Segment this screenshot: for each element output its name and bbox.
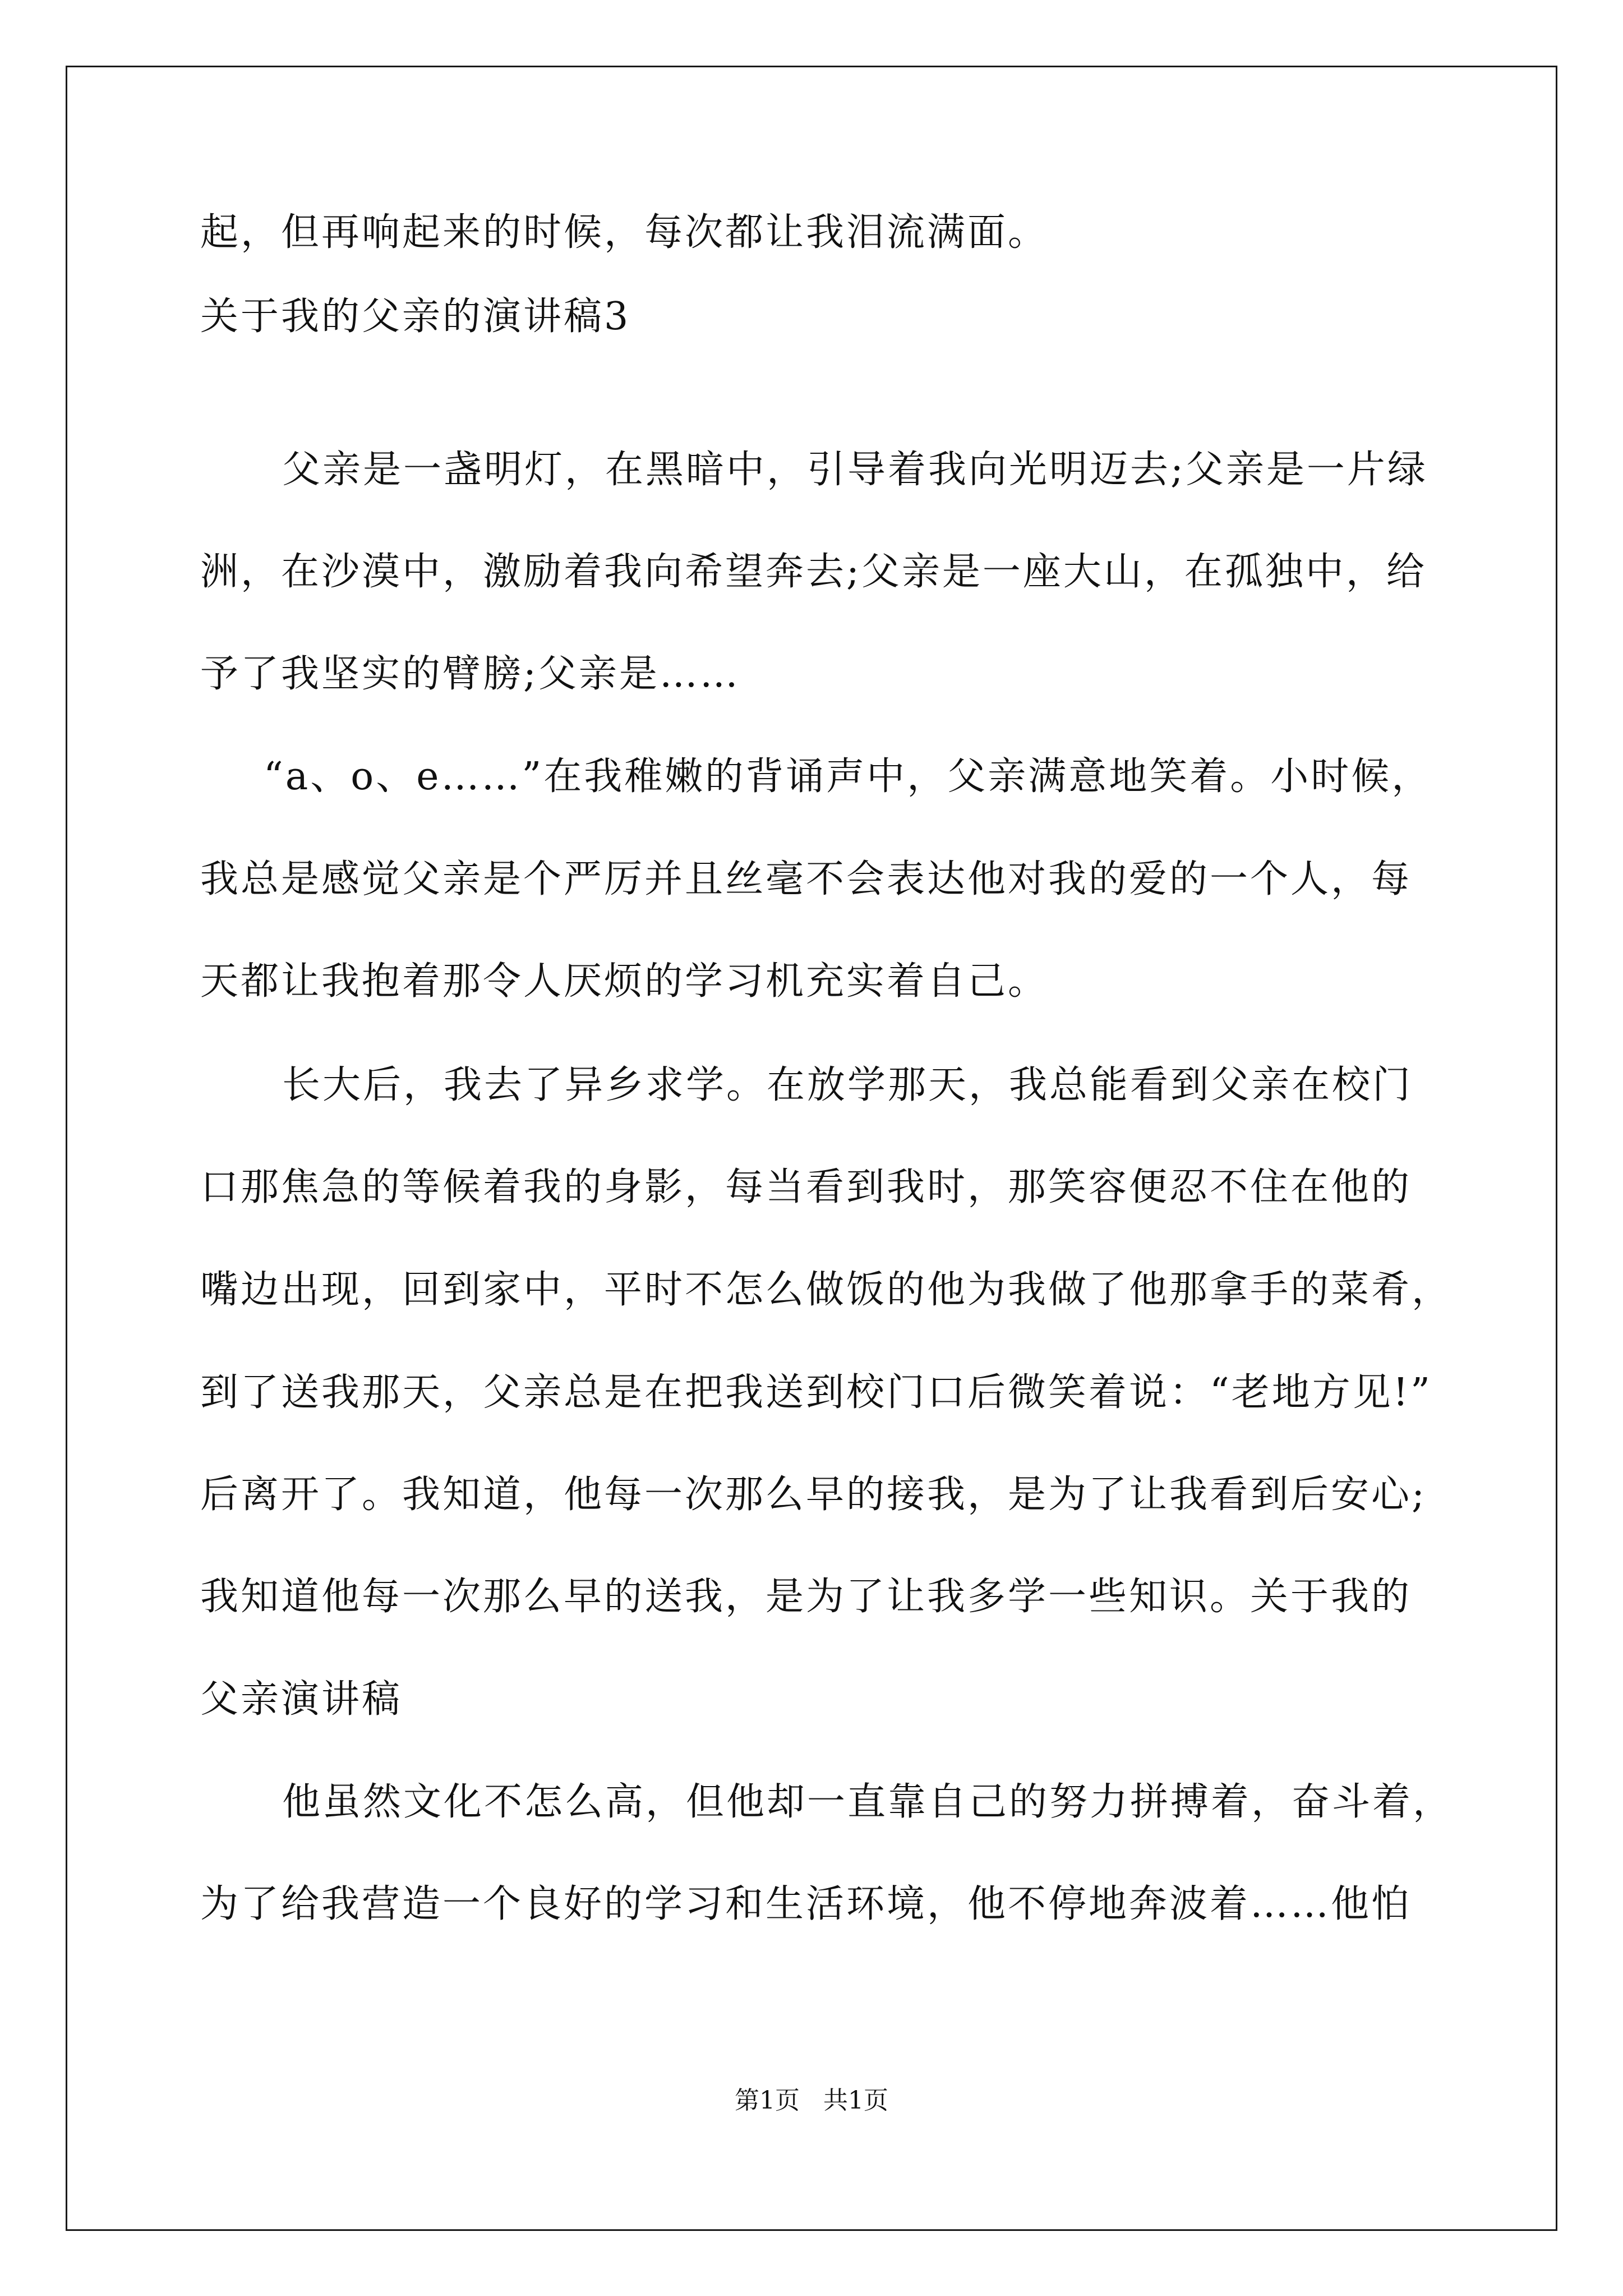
paragraph-line: 嘴边出现，回到家中，平时不怎么做饭的他为我做了他那拿手的菜肴， bbox=[200, 1268, 1453, 1312]
page-footer: 第1页 共1页 bbox=[735, 2086, 888, 2115]
paragraph-line: 我知道他每一次那么早的送我，是为了让我多学一些知识。关于我的 bbox=[200, 1575, 1412, 1619]
paragraph-line: 后离开了。我知道，他每一次那么早的接我，是为了让我看到后安心; bbox=[200, 1473, 1427, 1517]
section-heading: 关于我的父亲的演讲稿3 bbox=[200, 295, 631, 339]
paragraph-line: 到了送我那天，父亲总是在把我送到校门口后微笑着说：“老地方见!” bbox=[200, 1370, 1432, 1415]
paragraph-line: 长大后，我去了异乡求学。在放学那天，我总能看到父亲在校门 bbox=[282, 1063, 1413, 1107]
paragraph-line: 起，但再响起来的时候，每次都让我泪流满面。 bbox=[200, 210, 1049, 255]
paragraph-line: 父亲演讲稿 bbox=[200, 1677, 403, 1722]
paragraph-line: 为了给我营造一个良好的学习和生活环境，他不停地奔波着……他怕 bbox=[200, 1882, 1412, 1926]
paragraph-line: 洲，在沙漠中，激励着我向希望奔去;父亲是一座大山，在孤独中，给 bbox=[200, 550, 1427, 594]
paragraph-line: 予了我坚实的臂膀;父亲是…… bbox=[200, 652, 740, 696]
paragraph-line: 口那焦急的等候着我的身影，每当看到我时，那笑容便忍不住在他的 bbox=[200, 1165, 1412, 1209]
paragraph-line: “a、o、e……”在我稚嫩的背诵声中，父亲满意地笑着。小时候， bbox=[264, 754, 1432, 799]
paragraph-line: 天都让我抱着那令人厌烦的学习机充实着自己。 bbox=[200, 959, 1049, 1004]
paragraph-line: 他虽然文化不怎么高，但他却一直靠自己的努力拼搏着，奋斗着， bbox=[282, 1780, 1454, 1824]
paragraph-line: 父亲是一盏明灯，在黑暗中，引导着我向光明迈去;父亲是一片绿 bbox=[282, 448, 1428, 492]
paragraph-line: 我总是感觉父亲是个严厉并且丝毫不会表达他对我的爱的一个人，每 bbox=[200, 857, 1412, 901]
